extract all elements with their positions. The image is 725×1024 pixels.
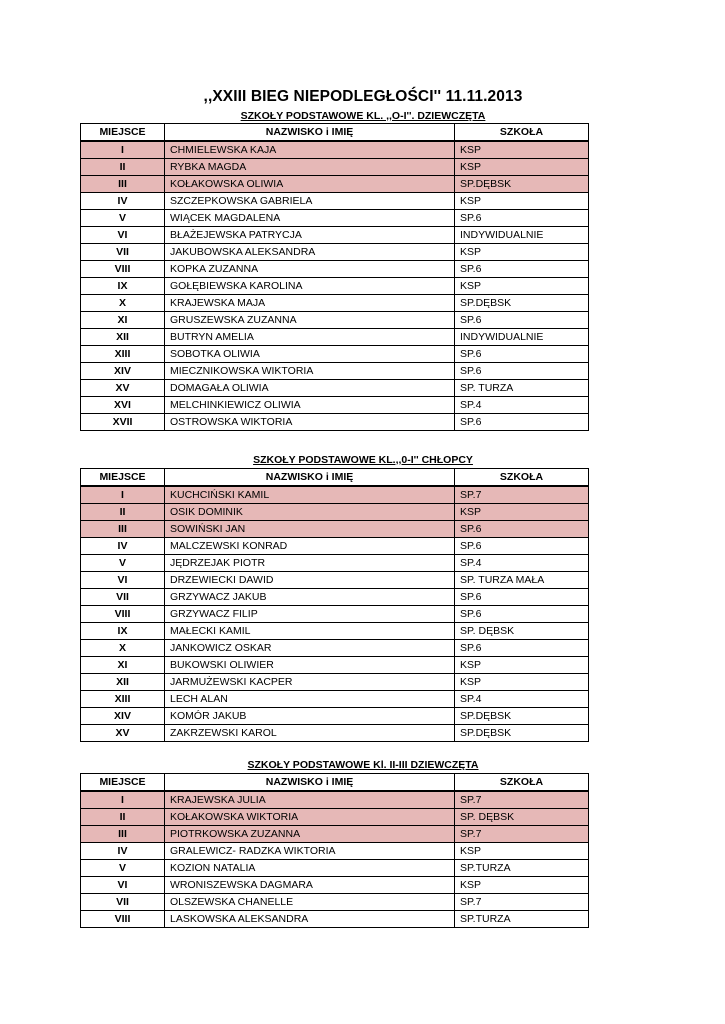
school-cell: SP.7 bbox=[455, 791, 589, 809]
name-cell: SZCZEPKOWSKA GABRIELA bbox=[165, 193, 455, 210]
name-cell: BUTRYN AMELIA bbox=[165, 329, 455, 346]
name-cell: MAŁECKI KAMIL bbox=[165, 623, 455, 640]
column-header-place: MIEJSCE bbox=[81, 469, 165, 487]
school-cell: KSP bbox=[455, 843, 589, 860]
table-row bbox=[81, 244, 589, 261]
table-row bbox=[81, 521, 589, 538]
place-cell: V bbox=[81, 210, 165, 227]
place-cell: XIII bbox=[81, 691, 165, 708]
table-row bbox=[81, 674, 589, 691]
table-row bbox=[81, 708, 589, 725]
school-cell: KSP bbox=[455, 159, 589, 176]
place-cell: XIII bbox=[81, 346, 165, 363]
table-row bbox=[81, 725, 589, 742]
section-heading: SZKOŁY PODSTAWOWE Kl. II-III DZIEWCZĘTA bbox=[247, 759, 479, 771]
table-row bbox=[81, 312, 589, 329]
place-cell: IV bbox=[81, 538, 165, 555]
school-cell: KSP bbox=[455, 657, 589, 674]
table-row bbox=[81, 791, 589, 809]
name-cell: MELCHINKIEWICZ OLIWIA bbox=[165, 397, 455, 414]
results-table bbox=[80, 773, 589, 928]
school-cell: SP.6 bbox=[455, 363, 589, 380]
school-cell: INDYWIDUALNIE bbox=[455, 227, 589, 244]
name-cell: MALCZEWSKI KONRAD bbox=[165, 538, 455, 555]
section-heading: SZKOŁY PODSTAWOWE KL. ,,O-I''. DZIEWCZĘTA bbox=[240, 110, 486, 122]
place-cell: V bbox=[81, 860, 165, 877]
name-cell: SOWIŃSKI JAN bbox=[165, 521, 455, 538]
table-row bbox=[81, 227, 589, 244]
place-cell: IV bbox=[81, 843, 165, 860]
name-cell: RYBKA MAGDA bbox=[165, 159, 455, 176]
name-cell: SOBOTKA OLIWIA bbox=[165, 346, 455, 363]
table-row bbox=[81, 826, 589, 843]
school-cell: SP.DĘBSK bbox=[455, 708, 589, 725]
table-row bbox=[81, 346, 589, 363]
school-cell: SP.6 bbox=[455, 210, 589, 227]
table-row bbox=[81, 397, 589, 414]
name-cell: GRZYWACZ JAKUB bbox=[165, 589, 455, 606]
document-title: ,,XXIII BIEG NIEPODLEGŁOŚCI'' 11.11.2013 bbox=[203, 88, 523, 105]
name-cell: KOMÓR JAKUB bbox=[165, 708, 455, 725]
results-table bbox=[80, 468, 589, 742]
school-cell: SP. DĘBSK bbox=[455, 809, 589, 826]
table-row bbox=[81, 606, 589, 623]
table-row bbox=[81, 623, 589, 640]
place-cell: X bbox=[81, 295, 165, 312]
school-cell: SP.6 bbox=[455, 640, 589, 657]
name-cell: GRALEWICZ- RADZKA WIKTORIA bbox=[165, 843, 455, 860]
place-cell: II bbox=[81, 809, 165, 826]
name-cell: WIĄCEK MAGDALENA bbox=[165, 210, 455, 227]
school-cell: SP.4 bbox=[455, 691, 589, 708]
school-cell: SP.6 bbox=[455, 346, 589, 363]
school-cell: SP.4 bbox=[455, 397, 589, 414]
place-cell: IX bbox=[81, 623, 165, 640]
place-cell: XI bbox=[81, 312, 165, 329]
place-cell: IX bbox=[81, 278, 165, 295]
place-cell: XI bbox=[81, 657, 165, 674]
place-cell: XIV bbox=[81, 363, 165, 380]
results-table bbox=[80, 123, 589, 431]
name-cell: OLSZEWSKA CHANELLE bbox=[165, 894, 455, 911]
school-cell: SP.7 bbox=[455, 826, 589, 843]
place-cell: XII bbox=[81, 329, 165, 346]
name-cell: GRUSZEWSKA ZUZANNA bbox=[165, 312, 455, 329]
table-header-row bbox=[81, 774, 589, 792]
table-row bbox=[81, 486, 589, 504]
school-cell: INDYWIDUALNIE bbox=[455, 329, 589, 346]
place-cell: III bbox=[81, 521, 165, 538]
name-cell: BUKOWSKI OLIWIER bbox=[165, 657, 455, 674]
name-cell: KOZION NATALIA bbox=[165, 860, 455, 877]
column-header-school: SZKOŁA bbox=[455, 774, 589, 792]
place-cell: VI bbox=[81, 572, 165, 589]
school-cell: SP.4 bbox=[455, 555, 589, 572]
place-cell: VII bbox=[81, 244, 165, 261]
table-row bbox=[81, 380, 589, 397]
school-cell: KSP bbox=[455, 504, 589, 521]
name-cell: GRZYWACZ FILIP bbox=[165, 606, 455, 623]
school-cell: SP.7 bbox=[455, 894, 589, 911]
column-header-place: MIEJSCE bbox=[81, 774, 165, 792]
school-cell: SP.7 bbox=[455, 486, 589, 504]
place-cell: VI bbox=[81, 227, 165, 244]
table-row bbox=[81, 176, 589, 193]
table-row bbox=[81, 860, 589, 877]
name-cell: KRAJEWSKA JULIA bbox=[165, 791, 455, 809]
school-cell: SP.6 bbox=[455, 589, 589, 606]
table-row bbox=[81, 691, 589, 708]
table-row bbox=[81, 657, 589, 674]
place-cell: XVII bbox=[81, 414, 165, 431]
school-cell: SP.6 bbox=[455, 521, 589, 538]
table-row bbox=[81, 363, 589, 380]
name-cell: PIOTRKOWSKA ZUZANNA bbox=[165, 826, 455, 843]
school-cell: KSP bbox=[455, 674, 589, 691]
name-cell: GOŁĘBIEWSKA KAROLINA bbox=[165, 278, 455, 295]
name-cell: KOPKA ZUZANNA bbox=[165, 261, 455, 278]
table-row bbox=[81, 295, 589, 312]
name-cell: DOMAGAŁA OLIWIA bbox=[165, 380, 455, 397]
school-cell: SP.TURZA bbox=[455, 860, 589, 877]
name-cell: CHMIELEWSKA KAJA bbox=[165, 141, 455, 159]
table-row bbox=[81, 555, 589, 572]
name-cell: OSTROWSKA WIKTORIA bbox=[165, 414, 455, 431]
table-row bbox=[81, 329, 589, 346]
table-row bbox=[81, 589, 589, 606]
table-row bbox=[81, 210, 589, 227]
place-cell: VIII bbox=[81, 261, 165, 278]
place-cell: II bbox=[81, 504, 165, 521]
name-cell: JANKOWICZ OSKAR bbox=[165, 640, 455, 657]
place-cell: I bbox=[81, 791, 165, 809]
table-row bbox=[81, 538, 589, 555]
table-row bbox=[81, 809, 589, 826]
name-cell: JĘDRZEJAK PIOTR bbox=[165, 555, 455, 572]
name-cell: WRONISZEWSKA DAGMARA bbox=[165, 877, 455, 894]
school-cell: SP.DĘBSK bbox=[455, 176, 589, 193]
table-row bbox=[81, 414, 589, 431]
name-cell: KOŁAKOWSKA WIKTORIA bbox=[165, 809, 455, 826]
place-cell: III bbox=[81, 176, 165, 193]
name-cell: KRAJEWSKA MAJA bbox=[165, 295, 455, 312]
school-cell: SP.6 bbox=[455, 414, 589, 431]
column-header-school: SZKOŁA bbox=[455, 469, 589, 487]
school-cell: SP.6 bbox=[455, 606, 589, 623]
place-cell: VI bbox=[81, 877, 165, 894]
table-row bbox=[81, 843, 589, 860]
place-cell: VII bbox=[81, 589, 165, 606]
name-cell: JARMUŻEWSKI KACPER bbox=[165, 674, 455, 691]
table-row bbox=[81, 504, 589, 521]
table-row bbox=[81, 911, 589, 928]
school-cell: KSP bbox=[455, 141, 589, 159]
place-cell: XV bbox=[81, 380, 165, 397]
name-cell: DRZEWIECKI DAWID bbox=[165, 572, 455, 589]
table-row bbox=[81, 572, 589, 589]
table-row bbox=[81, 261, 589, 278]
column-header-school: SZKOŁA bbox=[455, 124, 589, 142]
name-cell: KUCHCIŃSKI KAMIL bbox=[165, 486, 455, 504]
name-cell: BŁAŻEJEWSKA PATRYCJA bbox=[165, 227, 455, 244]
school-cell: KSP bbox=[455, 278, 589, 295]
school-cell: SP. DĘBSK bbox=[455, 623, 589, 640]
school-cell: SP.DĘBSK bbox=[455, 725, 589, 742]
school-cell: SP. TURZA bbox=[455, 380, 589, 397]
name-cell: JAKUBOWSKA ALEKSANDRA bbox=[165, 244, 455, 261]
place-cell: II bbox=[81, 159, 165, 176]
name-cell: LECH ALAN bbox=[165, 691, 455, 708]
section-heading: SZKOŁY PODSTAWOWE KL.,,0-I'' CHŁOPCY bbox=[253, 454, 473, 466]
place-cell: X bbox=[81, 640, 165, 657]
name-cell: ZAKRZEWSKI KAROL bbox=[165, 725, 455, 742]
table-row bbox=[81, 193, 589, 210]
name-cell: MIECZNIKOWSKA WIKTORIA bbox=[165, 363, 455, 380]
name-cell: OSIK DOMINIK bbox=[165, 504, 455, 521]
school-cell: SP.6 bbox=[455, 538, 589, 555]
table-row bbox=[81, 640, 589, 657]
table-row bbox=[81, 894, 589, 911]
place-cell: I bbox=[81, 141, 165, 159]
table-row bbox=[81, 278, 589, 295]
place-cell: XV bbox=[81, 725, 165, 742]
place-cell: I bbox=[81, 486, 165, 504]
school-cell: SP.6 bbox=[455, 261, 589, 278]
table-header-row bbox=[81, 124, 589, 142]
place-cell: IV bbox=[81, 193, 165, 210]
place-cell: XVI bbox=[81, 397, 165, 414]
column-header-name: NAZWISKO i IMIĘ bbox=[165, 469, 455, 487]
name-cell: LASKOWSKA ALEKSANDRA bbox=[165, 911, 455, 928]
place-cell: XIV bbox=[81, 708, 165, 725]
table-row bbox=[81, 141, 589, 159]
school-cell: SP.6 bbox=[455, 312, 589, 329]
school-cell: KSP bbox=[455, 193, 589, 210]
table-row bbox=[81, 877, 589, 894]
school-cell: KSP bbox=[455, 244, 589, 261]
school-cell: KSP bbox=[455, 877, 589, 894]
column-header-name: NAZWISKO i IMIĘ bbox=[165, 774, 455, 792]
table-row bbox=[81, 159, 589, 176]
school-cell: SP.TURZA bbox=[455, 911, 589, 928]
school-cell: SP. TURZA MAŁA bbox=[455, 572, 589, 589]
place-cell: VII bbox=[81, 894, 165, 911]
column-header-name: NAZWISKO i IMIĘ bbox=[165, 124, 455, 142]
table-header-row bbox=[81, 469, 589, 487]
place-cell: III bbox=[81, 826, 165, 843]
place-cell: VIII bbox=[81, 911, 165, 928]
column-header-place: MIEJSCE bbox=[81, 124, 165, 142]
place-cell: V bbox=[81, 555, 165, 572]
school-cell: SP.DĘBSK bbox=[455, 295, 589, 312]
place-cell: VIII bbox=[81, 606, 165, 623]
name-cell: KOŁAKOWSKA OLIWIA bbox=[165, 176, 455, 193]
place-cell: XII bbox=[81, 674, 165, 691]
